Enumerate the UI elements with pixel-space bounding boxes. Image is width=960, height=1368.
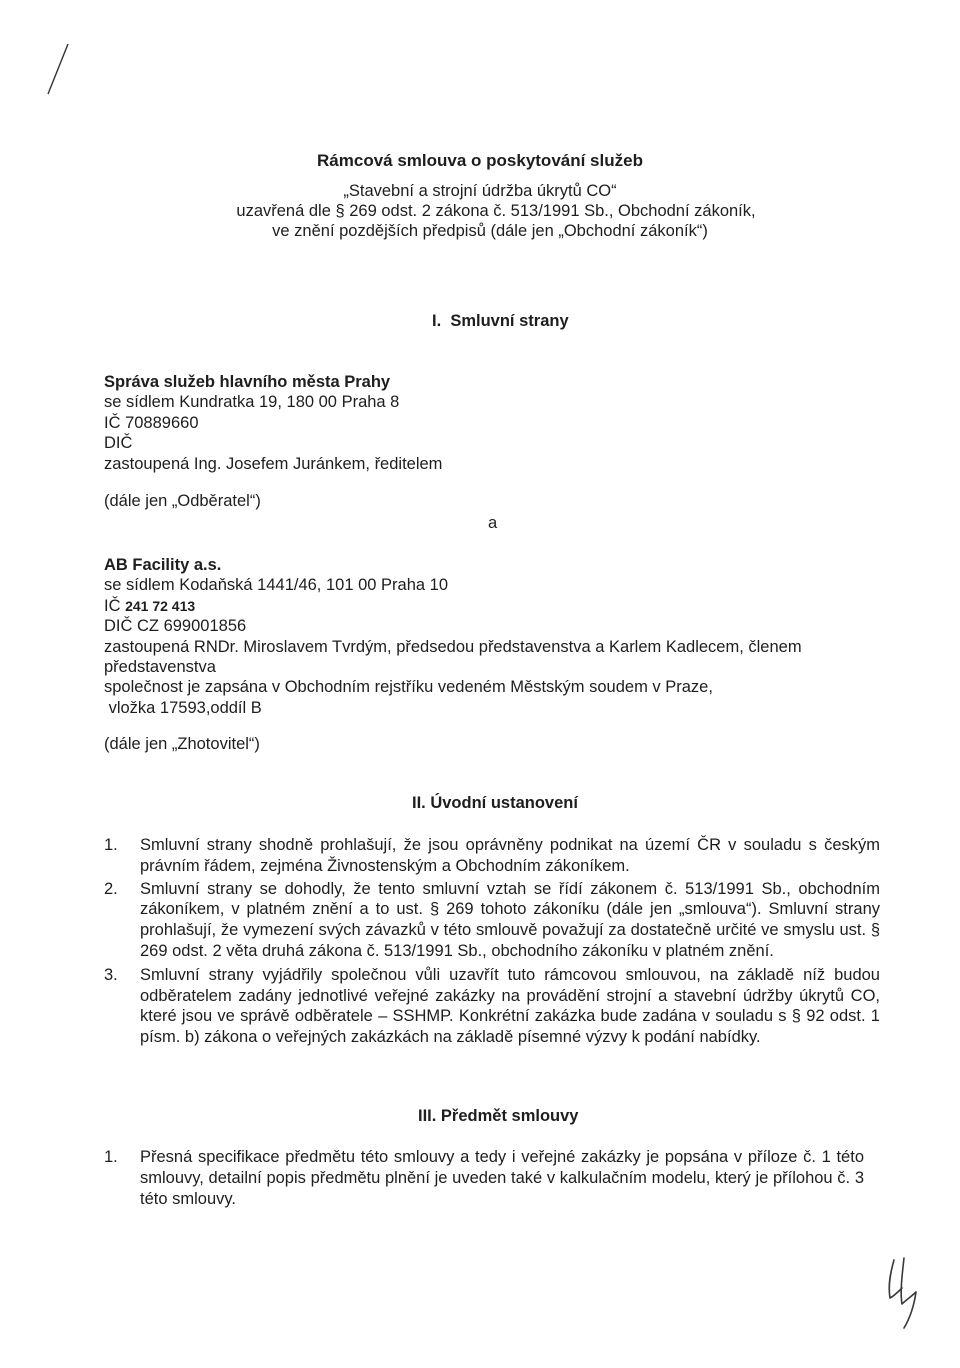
party-2-alias: (dále jen „Zhotovitel“) — [104, 735, 260, 753]
item-text: Smluvní strany se dohodly, že tento smluvní vztah se řídí zákonem č. 513/1991 Sb., obchodním zákoníkem, v platném znění a to ust. § 269 tohoto zákoníku (dále jen „smlouva“). Smluvní strany prohlašují, že vymezení svých závazků v této smlouvě považují za dostatečně určité ve smyslu ust. § 269 odst. 2 věta druhá zákona č. 513/1991 Sb., obchodního zákoníku v platném znění. — [140, 879, 880, 960]
handwritten-initials-mark — [880, 1252, 930, 1332]
party-2-ic-row — [104, 596, 880, 616]
party-2-name: AB Facility a.s. — [104, 556, 222, 574]
pen-stroke-mark — [40, 40, 80, 100]
law-reference-line-2: ve znění pozdějších předpisů (dále jen „Obchodní zákoník“) — [272, 222, 708, 240]
party-1-dic: DIČ — [104, 434, 133, 453]
section-1-heading: I. Smluvní strany — [432, 312, 569, 330]
party-1-address: se sídlem Kundratka 19, 180 00 Praha 8 — [104, 393, 400, 412]
law-reference-line-1: uzavřená dle § 269 odst. 2 zákona č. 513/1991 Sb., Obchodní zákoník, — [236, 202, 756, 220]
party-2-block — [104, 555, 880, 718]
party-2-representative-2: představenstva — [104, 658, 216, 677]
party-1-ic: IČ 70889660 — [104, 413, 199, 432]
section-2-item-1 — [104, 835, 880, 877]
item-number: 1. — [104, 1148, 118, 1166]
party-2-dic: DIČ CZ 699001856 — [104, 617, 247, 636]
party-1-name: Správa služeb hlavního města Prahy — [104, 373, 391, 391]
section-3-item-1 — [104, 1147, 880, 1209]
party-2-address: se sídlem Kodaňská 1441/46, 101 00 Praha 10 — [104, 576, 448, 595]
document-title: Rámcová smlouva o poskytování služeb — [317, 151, 643, 170]
section-3-list — [104, 1147, 880, 1209]
party-2-representative-1: zastoupená RNDr. Miroslavem Tvrdým, předsedou představenstva a Karlem Kadlecem, členem — [104, 637, 802, 656]
party-2-register-1: společnost je zapsána v Obchodním rejstříku vedeném Městským soudem v Praze, — [104, 678, 713, 697]
item-number: 1. — [104, 836, 118, 854]
section-2-heading: II. Úvodní ustanovení — [412, 794, 578, 812]
item-number: 2. — [104, 879, 118, 898]
document-subtitle: „Stavební a strojní údržba úkrytů CO“ — [343, 182, 617, 200]
item-text: Smluvní strany shodně prohlašují, že jsou oprávněny podnikat na území ČR v souladu s českým právním řádem, zejména Živnostenským a Obchodním zákoníkem. — [140, 836, 880, 875]
party-2-register-2: vložka 17593,oddíl B — [104, 698, 262, 717]
party-2-ic-label: IČ — [104, 596, 126, 615]
party-2-ic-value: 241 72 413 — [125, 597, 196, 614]
party-1-representative: zastoupená Ing. Josefem Juránkem, ředitelem — [104, 454, 443, 473]
party-1-alias: (dále jen „Odběratel“) — [104, 492, 261, 510]
item-number: 3. — [104, 965, 118, 984]
section-2-list — [104, 835, 880, 1048]
parties-connector: a — [488, 514, 498, 532]
section-2-item-3 — [104, 965, 880, 1048]
section-3-heading: III. Předmět smlouvy — [418, 1107, 579, 1125]
section-2-item-2 — [104, 879, 880, 962]
party-1-block — [104, 372, 880, 474]
item-text: Smluvní strany vyjádřily společnou vůli uzavřít tuto rámcovou smlouvou, na základě níž budou odběratelem zadány jednotlivé veřejné zakázky na provádění strojní a stavební údržby úkrytů CO, které jsou ve správě odběratele – SSHMP. Konkrétní zakázka bude zadána v souladu s § 92 odst. 1 písm. b) zákona o veřejných zakázkách na základě písemné výzvy k podání nabídky. — [140, 965, 880, 1047]
item-text: Přesná specifikace předmětu této smlouvy a tedy i veřejné zakázky je popsána v příloze č. 1 této smlouvy, detailní popis předmětu plnění je uveden také v kalkulačním modelu, který je přílohou č. 3 této smlouvy. — [140, 1148, 864, 1208]
